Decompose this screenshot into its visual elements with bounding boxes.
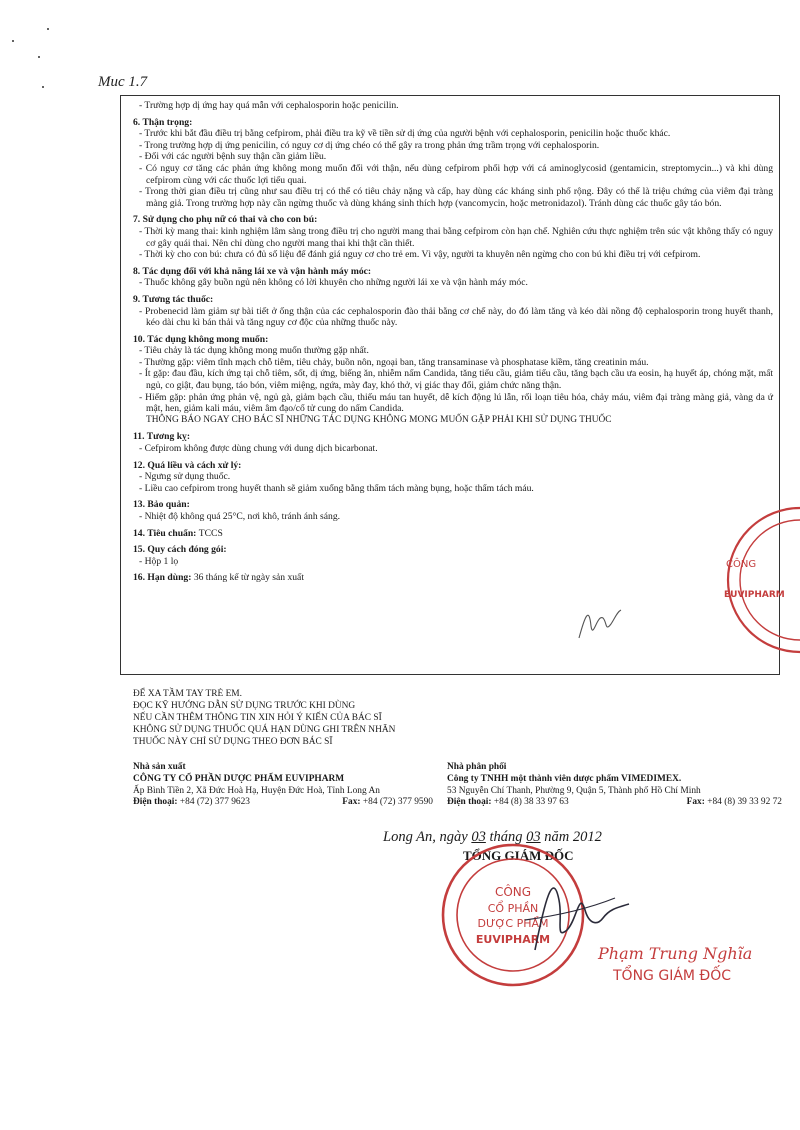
stamp-brand: EUVIPHARM [475,933,551,946]
bullet-text: Cefpirom không được dùng chung với dung dịch bicarbonat. [144,443,378,455]
bullet-text: Hộp 1 lọ [144,555,179,567]
bullet-text: Ít gặp: đau đầu, kích ứng tại chỗ tiêm, sốt, dị ứng, biếng ăn, nhiễm nấm Candida, tăng tiểu cầu, giảm tiểu cầu, tăng bạch cầu ưa eosin, hạ huyết áp, chóng mặt, mất ngủ, co giật, đau bụng, táo bón, viêm miệng, ngứa, mày đay, khó thở, vị giác thay đổi, giảm chức năng thận. [144,368,773,392]
section-number: 12. [133,459,145,471]
stamp-ring [728,508,800,652]
bullet-text: Ngưng sử dụng thuốc. [144,471,231,483]
bullet-dash: - [139,277,145,289]
section-value: 36 tháng kể từ ngày sản xuất [193,572,304,584]
bullet-item [133,483,773,495]
notice-block [133,688,493,748]
manufacturer-fax: +84 (72) 377 9590 [362,797,433,808]
section-title [133,334,773,346]
bullet-dash: - [139,511,145,522]
date-day: 03 [471,829,486,845]
bullet-dash: - [139,555,145,567]
leaflet-sections [133,100,773,584]
phone-label: Điện thoại: [133,797,178,808]
bullet-dash: - [139,443,145,455]
section-title [133,572,773,584]
bullet-dash: - [139,225,145,237]
bullet-item [133,345,773,357]
bullet-item [133,556,773,568]
bullet-dash: - [139,391,146,403]
bullet-text: Trước khi bắt đầu điều trị bằng cefpirom, phải điều tra kỹ về tiền sử dị ứng của người bệnh với cephalosporin, penicilin hoặc thuốc khác. [144,128,671,140]
section-number: 14. [133,527,145,539]
notice-line: ĐỌC KỸ HƯỚNG DẪN SỬ DỤNG TRƯỚC KHI DÙNG [133,701,356,711]
notice-line: KHÔNG SỬ DỤNG THUỐC QUÁ HẠN DÙNG GHI TRÊN NHÃN [133,725,396,735]
leaflet-section [133,294,773,329]
section-number: 7. [133,214,141,226]
bullet-text: Nhiệt độ không quá 25°C, nơi khô, tránh ánh sáng. [144,511,341,522]
bullet-text: Thường gặp: viêm tĩnh mạch chỗ tiêm, tiêu chảy, buồn nôn, ngoại ban, tăng transaminase và phosphatase kiềm, tăng creatinin máu. [144,356,649,368]
bullet-item [133,443,773,455]
notice-line: NẾU CẦN THÊM THÔNG TIN XIN HỎI Ý KIẾN CỦA BÁC SĨ [133,713,382,723]
section-value: TCCS [198,527,223,539]
leaflet-section [133,499,773,522]
initials-signature [575,596,625,646]
adverse-effects-warning: THÔNG BÁO NGAY CHO BÁC SĨ NHỮNG TÁC DỤNG KHÔNG MONG MUỐN GẶP PHẢI KHI SỬ DỤNG THUỐC [146,414,612,425]
manufacturer-label: Nhà sản xuất [133,762,186,772]
section-heading: Tương kỵ: [146,431,191,443]
section-number: 13. [133,499,145,511]
manufacturer-contact [133,797,433,809]
bullet-text: Thời kỳ mang thai: kinh nghiệm lâm sàng trong điều trị cho người mang thai bằng cefpirom còn hạn chế. Nghiên cứu thực nghiệm trên súc vật không thấy có nguy cơ gây quái thai. Nên chỉ dùng cho người mang thai khi thật cần thiết. [144,225,774,249]
bullet-item [133,140,773,152]
date-year-label: năm [544,829,570,845]
distributor-phone: +84 (8) 38 33 97 63 [493,797,569,808]
leaflet-section [133,214,773,260]
bullet-item [133,392,773,415]
leaflet-section [133,572,773,584]
bullet-dash: - [139,482,145,494]
bullet-text: Thuốc không gây buồn ngủ nên không có lời khuyên cho những người lái xe và vận hành máy móc. [144,277,528,289]
stamp-brand: EUVIPHARM [724,590,785,600]
bullet-item [133,151,773,163]
signer-name: Phạm Trung Nghĩa [598,944,753,963]
bullet-dash: - [139,139,145,151]
bullet-item [133,306,773,329]
bullet-item [133,368,773,391]
scan-speck [12,40,14,42]
section-heading: Quy cách đóng gói: [147,544,227,556]
bullet-dash: - [139,305,146,317]
section-number: 16. [133,572,145,584]
distributor-fax: +84 (8) 39 33 92 72 [707,797,782,808]
leaflet-section [133,100,773,112]
section-heading: Tiêu chuẩn: [147,527,197,539]
date-month-label: tháng [489,829,523,845]
bullet-item [133,163,773,186]
bullet-text: Trường hợp dị ứng hay quá mẫn với cephalosporin hoặc penicilin. [144,100,399,111]
bullet-dash: - [139,151,145,163]
leaflet-section [133,460,773,495]
leaflet-section [133,528,773,540]
distributor-block [447,762,782,809]
leaflet-section [133,334,773,427]
section-title [133,544,773,556]
bullet-dash: - [139,249,145,261]
bullet-dash: - [139,128,145,140]
bullet-item [133,357,773,369]
scan-speck [42,86,44,88]
section-number: 15. [133,544,145,556]
section-number: 9. [133,293,141,305]
bullet-item [133,511,773,523]
section-heading: Quá liều và cách xử lý: [147,459,242,471]
distributor-company: Công ty TNHH một thành viên dược phẩm VIMEDIMEX. [447,773,682,784]
section-number: 6. [133,116,141,128]
stamp-text: CÔNG [726,559,757,570]
date-month: 03 [526,829,541,845]
section-title [133,460,773,472]
manufacturer-company: CÔNG TY CỔ PHẦN DƯỢC PHẨM EUVIPHARM [133,773,345,784]
date-year: 2012 [572,829,602,845]
section-heading: Sử dụng cho phụ nữ có thai và cho con bú: [142,214,318,226]
signature-stroke [535,888,629,950]
manufacturer-address: Ấp Bình Tiền 2, Xã Đức Hoà Hạ, Huyện Đức Hoà, Tỉnh Long An [133,785,380,796]
company-stamp-small [720,505,800,655]
stamp-text: CỔ PHẦN [487,902,539,915]
bullet-dash: - [139,356,145,368]
bullet-dash: - [139,471,145,483]
director-title: TỔNG GIÁM ĐỐC [463,848,574,863]
section-number: 8. [133,265,141,277]
signature-stroke [579,610,621,638]
bullet-text: Đối với các người bệnh suy thận cần giảm liều. [144,151,327,163]
section-heading: Bảo quản: [147,499,190,511]
date-prefix: Long An, ngày [383,829,468,845]
signature-stroke [525,898,615,920]
bullet-text: Thời kỳ cho con bú: chưa có đủ số liệu để đánh giá nguy cơ cho trẻ em. Vì vậy, người ta khuyên nên ngừng cho con bú khi điều trị với cefpirom. [144,249,701,261]
stamp-text: DƯỢC PHẨM [477,917,549,930]
notice-line: ĐỂ XA TẦM TAY TRẺ EM. [133,689,242,699]
notice-line: THUỐC NÀY CHỈ SỬ DỤNG THEO ĐƠN BÁC SĨ [133,737,333,747]
section-title [133,294,773,306]
manufacturer-phone: +84 (72) 377 9623 [179,797,250,808]
scan-speck [38,56,40,58]
leaflet-section [133,117,773,210]
section-header-label: Muc 1.7 [98,74,148,90]
stamp-ring [740,520,800,640]
bullet-item [133,471,773,483]
bullet-text: Hiếm gặp: phản ứng phản vệ, ngủ gà, giảm bạch cầu, thiếu máu tan huyết, dễ kích động lú lẫn, rối loạn tiêu hóa, chảy máu, viêm đại tràng màng giả, vàng da ứ mật, hen, giảm kali máu, viêm âm đạo/cổ tử cung do nấm Candida. [145,391,774,415]
section-title [133,499,773,511]
fax-label: Fax: [342,797,361,808]
bullet-text: Probenecid làm giảm sự bài tiết ở ống thận của các cephalosporin đào thải bằng cơ chế này, do đó làm tăng và kéo dài nồng độ cephalosporin trong huyết thanh, kéo dài chu kì bán thải và tăng nguy cơ độc của những thuốc này. [145,305,774,329]
section-number: 11. [133,431,145,443]
section-number: 10. [133,333,145,345]
bullet-text: Có nguy cơ tăng các phản ứng không mong muốn đối với thận, nếu dùng cefpirom phối hợp với cá aminoglycosid (gentamicin, streptomycin...) và khi dùng cefpirom cùng với các thuốc lợi tiểu quai. [145,162,774,186]
bullet-dash: - [139,100,145,111]
section-heading: Tác dụng không mong muốn: [147,333,269,345]
phone-label: Điện thoại: [447,797,492,808]
distributor-contact [447,797,782,809]
section-title [133,214,773,226]
section-heading: Thận trọng: [142,116,193,128]
bullet-text: Trong trường hợp dị ứng penicilin, có nguy cơ dị ứng chéo có thể gây ra trong phản ứng trầm trọng với cephalosporin. [144,139,600,151]
leaflet-section [133,544,773,567]
leaflet-section [133,266,773,289]
section-heading: Hạn dùng: [147,572,192,584]
bullet-dash: - [139,186,146,198]
stamp-text: CÔNG [494,885,532,899]
section-title [133,117,773,129]
manufacturer-block [133,762,433,809]
signer-title: TỔNG GIÁM ĐỐC [613,968,732,984]
distributor-address: 53 Nguyễn Chí Thanh, Phường 9, Quận 5, Thành phố Hồ Chí Minh [447,785,701,796]
bullet-item [133,277,773,289]
section-heading: Tác dụng đối với khả năng lái xe và vận hành máy móc: [142,265,372,277]
bullet-item [133,128,773,140]
bullet-text: Liều cao cefpirom trong huyết thanh sẽ giảm xuống bằng thẩm tách màng bụng, hoặc thẩm tách máu. [144,482,534,494]
bullet-item [133,100,773,112]
bullet-text: Trong thời gian điều trị cũng như sau điều trị có thể có tiêu chảy nặng và cấp, hay dùng các kháng sinh phổ rộng. Đây có thể là triệu chứng của viêm đại tràng màng giả. Trong trường hợp này cần ngừng thuốc và dùng kháng sinh thích hợp (vancomycin, hoặc metronidazol). Tránh dùng các thuốc gây táo bón. [145,186,774,209]
scan-speck [47,28,49,30]
bullet-item [133,186,773,209]
bullet-dash: - [139,162,146,174]
section-title [133,431,773,443]
section-title [133,266,773,278]
fax-label: Fax: [686,797,705,808]
leaflet-section [133,431,773,454]
bullet-dash: - [139,368,145,380]
bullet-item [133,226,773,249]
bullet-item [133,249,773,261]
bullet-dash: - [139,345,145,357]
bullet-text: Tiêu chảy là tác dụng không mong muốn thường gặp nhất. [144,345,369,357]
section-title [133,528,773,540]
distributor-label: Nhà phân phối [447,762,507,772]
section-heading: Tương tác thuốc: [142,293,214,305]
